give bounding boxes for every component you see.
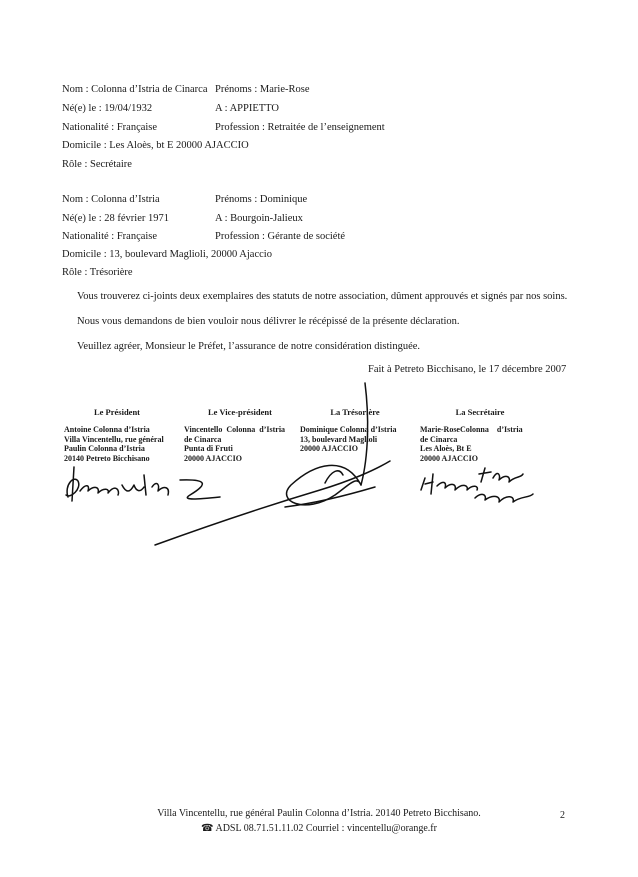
person-profession: Profession : Retraitée de l’enseignement <box>215 122 385 133</box>
footer-address: Villa Vincentellu, rue général Paulin Colonna d’Istria. 20140 Petreto Bicchisano. <box>157 808 481 819</box>
person-role: Rôle : Secrétaire <box>62 159 132 170</box>
person-firstnames: Prénoms : Marie-Rose <box>215 84 310 95</box>
person-birthplace: A : Bourgoin-Jalieux <box>215 213 303 224</box>
body-paragraph: Vous trouverez ci-joints deux exemplaires des statuts de notre association, dûment approuvés et signés par nos soins. <box>77 291 568 302</box>
body-paragraph: Nous vous demandons de bien vouloir nous délivrer le récépissé de la présente déclaration. <box>77 316 460 327</box>
signatory-address: Vincentello Colonna d’Istria de Cinarca Punta di Fruti 20000 AJACCIO <box>184 425 286 463</box>
secretary-signature <box>415 460 555 510</box>
person-profession: Profession : Gérante de société <box>215 231 346 242</box>
person-birthdate: Né(e) le : 19/04/1932 <box>62 103 153 114</box>
phone-icon: ☎ <box>201 823 214 834</box>
person-name: Nom : Colonna d’Istria de Cinarca <box>62 84 208 95</box>
signatory-address: Dominique Colonna d’Istria 13, boulevard Maglioli 20000 AJACCIO <box>300 425 397 453</box>
person-role: Rôle : Trésorière <box>62 267 133 278</box>
person-firstnames: Prénoms : Dominique <box>215 194 308 205</box>
signatory-title: La Trésorière <box>330 407 380 417</box>
page-number: 2 <box>560 810 565 821</box>
signatory-title: Le Président <box>93 407 141 417</box>
treasurer-signature <box>265 375 395 535</box>
signatory-address: Antoine Colonna d’Istria Villa Vincentellu, rue général Paulin Colonna d’Istria 20140 Petreto Bicchisano <box>64 425 164 463</box>
signatory-title: Le Vice-président <box>208 407 272 417</box>
body-paragraph: Veuillez agréer, Monsieur le Préfet, l’assurance de notre considération distinguée. <box>77 341 421 352</box>
person-name: Nom : Colonna d’Istria <box>62 194 160 205</box>
person-nationality: Nationalité : Française <box>62 122 158 133</box>
person-address: Domicile : 13, boulevard Maglioli, 20000 Ajaccio <box>62 249 272 260</box>
signatory-address: Marie-RoseColonna d’Istria de Cinarca Les Aloès, Bt E 20000 AJACCIO <box>420 425 523 463</box>
footer-contact <box>0 823 638 834</box>
person-nationality: Nationalité : Française <box>62 231 158 242</box>
footer-contact-text: ADSL 08.71.51.11.02 Courriel : vincentellu@orange.fr <box>215 823 437 834</box>
person-birthplace: A : APPIETTO <box>215 103 279 114</box>
person-birthdate: Né(e) le : 28 février 1971 <box>62 213 169 224</box>
place-date: Fait à Petreto Bicchisano, le 17 décembre 2007 <box>368 364 567 375</box>
signatory-title: La Secrétaire <box>455 407 505 417</box>
person-address: Domicile : Les Aloès, bt E 20000 AJACCIO <box>62 140 249 151</box>
